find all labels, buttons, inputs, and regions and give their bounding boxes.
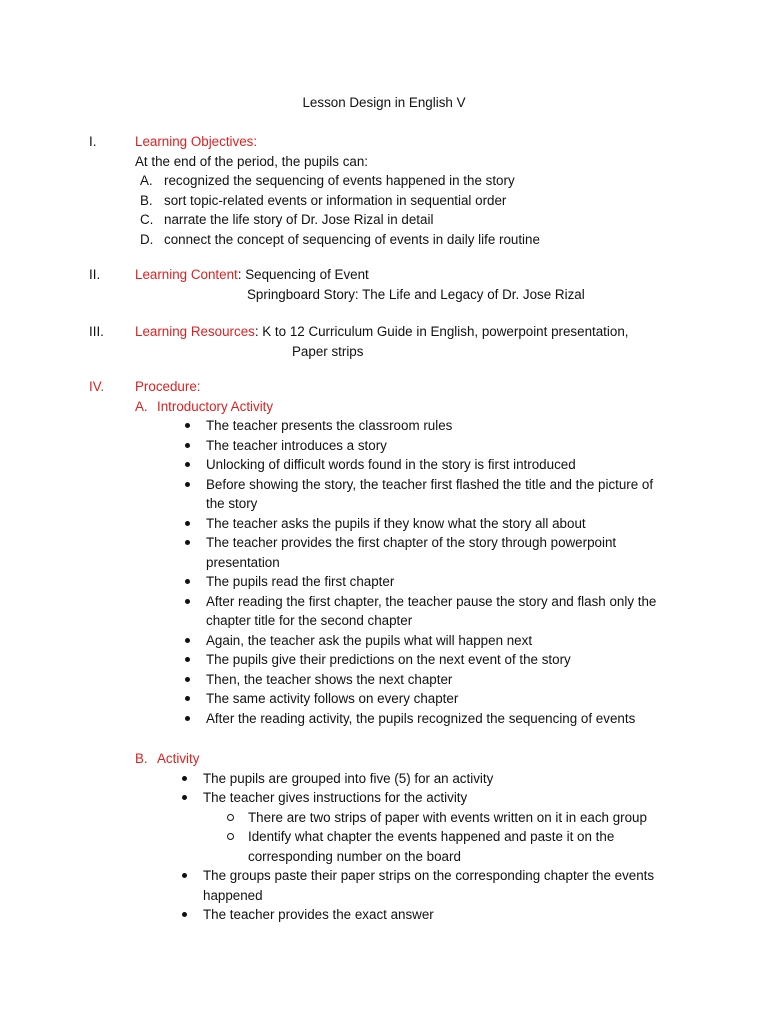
section-numeral: III. xyxy=(89,324,104,339)
list-item: A. recognized the sequencing of events happened in the story xyxy=(140,173,515,188)
section-heading: Learning Resources xyxy=(135,324,255,339)
list-item: Unlocking of difficult words found in the story is first introduced xyxy=(135,455,729,475)
list-item: The pupils give their predictions on the next event of the story xyxy=(135,650,729,670)
section-numeral: IV. xyxy=(89,379,105,394)
sub-list-item: There are two strips of paper with events written on it in each group xyxy=(203,808,729,828)
list-item: After reading the first chapter, the teacher pause the story and flash only the chapter title for the second chapter xyxy=(135,592,729,631)
activity-heading: B. Activity xyxy=(135,751,200,766)
list-item: The same activity follows on every chapter xyxy=(135,689,729,709)
list-item: The pupils read the first chapter xyxy=(135,572,729,592)
list-item: The teacher provides the exact answer xyxy=(135,905,729,925)
document-title: Lesson Design in English V xyxy=(302,95,466,110)
section-heading: Procedure: xyxy=(135,379,201,394)
list-item: Again, the teacher ask the pupils what will happen next xyxy=(135,631,729,651)
list-item: The pupils are grouped into five (5) for an activity xyxy=(135,769,729,789)
springboard-story: Springboard Story: The Life and Legacy of Dr. Jose Rizal xyxy=(247,286,585,302)
list-item: The groups paste their paper strips on the corresponding chapter the events happened xyxy=(135,866,729,905)
section-heading: Learning Objectives: xyxy=(135,134,258,149)
objectives-intro: At the end of the period, the pupils can: xyxy=(135,153,369,169)
introductory-activity-heading: A. Introductory Activity xyxy=(135,398,274,414)
list-item: C. narrate the life story of Dr. Jose Rizal in detail xyxy=(140,212,434,227)
list-item: The teacher introduces a story xyxy=(135,436,729,456)
list-item: Then, the teacher shows the next chapter xyxy=(135,670,729,690)
content-topic: : Sequencing of Event xyxy=(237,267,369,282)
objectives-list xyxy=(135,171,729,249)
resources-line2: Paper strips xyxy=(292,343,364,359)
list-item: After the reading activity, the pupils recognized the sequencing of events xyxy=(135,709,729,729)
resources-text: : K to 12 Curriculum Guide in English, powerpoint presentation, xyxy=(254,324,629,339)
sub-list-item: Identify what chapter the events happened and paste it on the corresponding number on the board xyxy=(203,827,729,866)
list-item: The teacher gives instructions for the activity There are two strips of paper with events written on it in each group Identify what chapter the events happened and paste it on the corresponding number on the board xyxy=(135,788,729,866)
list-item: The teacher presents the classroom rules xyxy=(135,416,729,436)
section-heading: Learning Content xyxy=(135,267,238,282)
list-item: The teacher provides the first chapter of the story through powerpoint presentation xyxy=(135,533,729,572)
list-item: The teacher asks the pupils if they know what the story all about xyxy=(135,514,729,534)
section-numeral: II. xyxy=(89,267,101,282)
section-numeral: I. xyxy=(89,134,97,149)
list-item: D. connect the concept of sequencing of events in daily life routine xyxy=(140,231,540,247)
list-item: B. sort topic-related events or information in sequential order xyxy=(140,192,507,208)
list-item: Before showing the story, the teacher first flashed the title and the picture of the story xyxy=(135,475,729,514)
